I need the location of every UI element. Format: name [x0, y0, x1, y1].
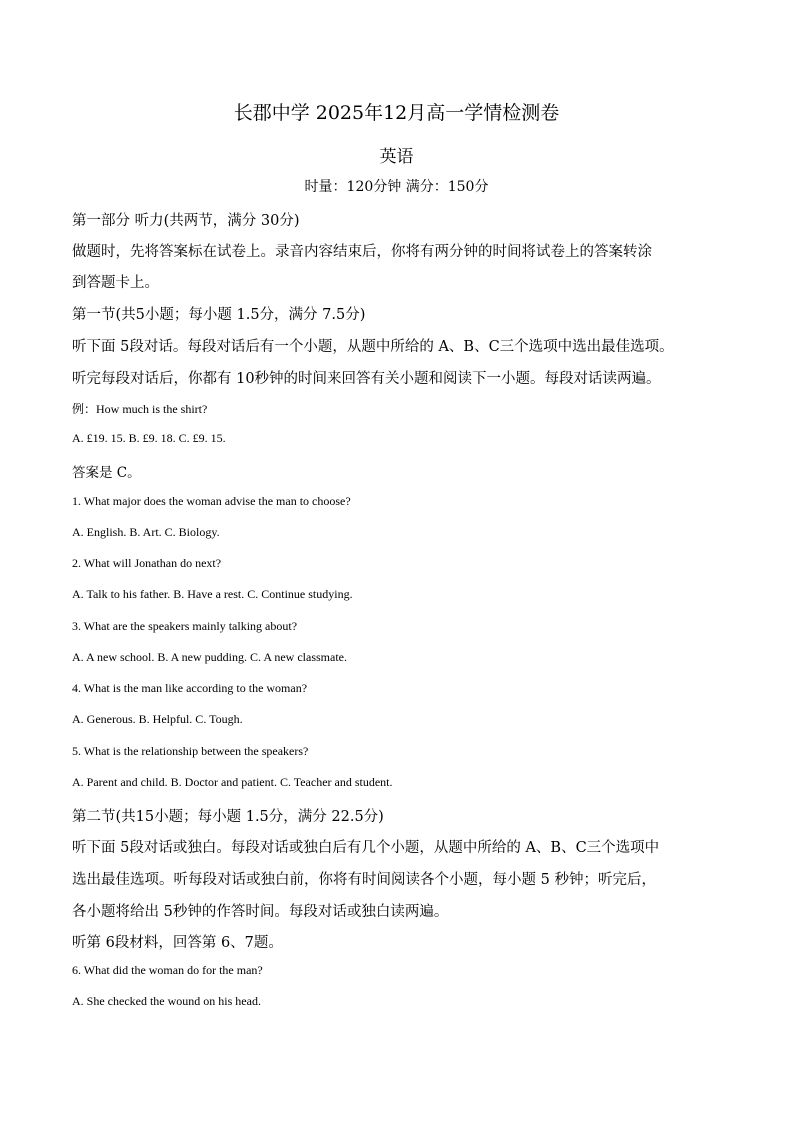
- question-4-options: A. Generous. B. Helpful. C. Tough.: [72, 712, 243, 726]
- section2-heading: 第二节(共15小题；每小题 1.5分，满分 22.5分): [72, 809, 384, 825]
- question-6: 6. What did the woman do for the man?: [72, 963, 263, 977]
- example-question: 例：How much is the shirt?: [72, 402, 208, 416]
- section2-instruction-line3: 各小题将给出 5秒钟的作答时间。每段对话或独白读两遍。: [72, 904, 449, 920]
- example-answer: 答案是 C。: [72, 465, 141, 481]
- question-2-options: A. Talk to his father. B. Have a rest. C. Continue studying.: [72, 587, 353, 601]
- question-2: 2. What will Jonathan do next?: [72, 556, 222, 570]
- question-4: 4. What is the man like according to the woman?: [72, 681, 308, 695]
- exam-title: 长郡中学 2025年12月高一学情检测卷: [233, 102, 560, 124]
- question-3-options: A. A new school. B. A new pudding. C. A new classmate.: [72, 650, 347, 664]
- question-5: 5. What is the relationship between the speakers?: [72, 744, 309, 758]
- example-options: A. £19. 15. B. £9. 18. C. £9. 15.: [72, 431, 226, 445]
- section2-instruction-line2: 选出最佳选项。听每段对话或独白前，你将有时间阅读各个小题，每小题 5 秒钟；听完后，: [72, 872, 656, 888]
- section1-instruction-line1: 听下面 5段对话。每段对话后有一个小题，从题中所给的 A、B、C三个选项中选出最佳选项。: [72, 339, 674, 355]
- section1-heading: 第一节(共5小题；每小题 1.5分，满分 7.5分): [72, 307, 366, 323]
- exam-meta: 时量：120分钟 满分：150分: [304, 179, 489, 195]
- part1-instruction-line1: 做题时，先将答案标在试卷上。录音内容结束后，你将有两分钟的时间将试卷上的答案转涂: [72, 244, 652, 260]
- material-intro: 听第 6段材料，回答第 6、7题。: [72, 935, 283, 951]
- question-3: 3. What are the speakers mainly talking about?: [72, 619, 298, 633]
- part1-instruction-line2: 到答题卡上。: [72, 275, 159, 291]
- section1-instruction-line2: 听完每段对话后，你都有 10秒钟的时间来回答有关小题和阅读下一小题。每段对话读两遍。: [72, 371, 661, 387]
- part1-heading: 第一部分 听力(共两节，满分 30分): [72, 213, 300, 229]
- question-1-options: A. English. B. Art. C. Biology.: [72, 525, 220, 539]
- subject-title: 英语: [379, 147, 414, 167]
- question-5-options: A. Parent and child. B. Doctor and patient. C. Teacher and student.: [72, 775, 393, 789]
- question-6-option-a: A. She checked the wound on his head.: [72, 994, 261, 1008]
- question-1: 1. What major does the woman advise the man to choose?: [72, 494, 351, 508]
- section2-instruction-line1: 听下面 5段对话或独白。每段对话或独白后有几个小题，从题中所给的 A、B、C三个选项中: [72, 840, 660, 856]
